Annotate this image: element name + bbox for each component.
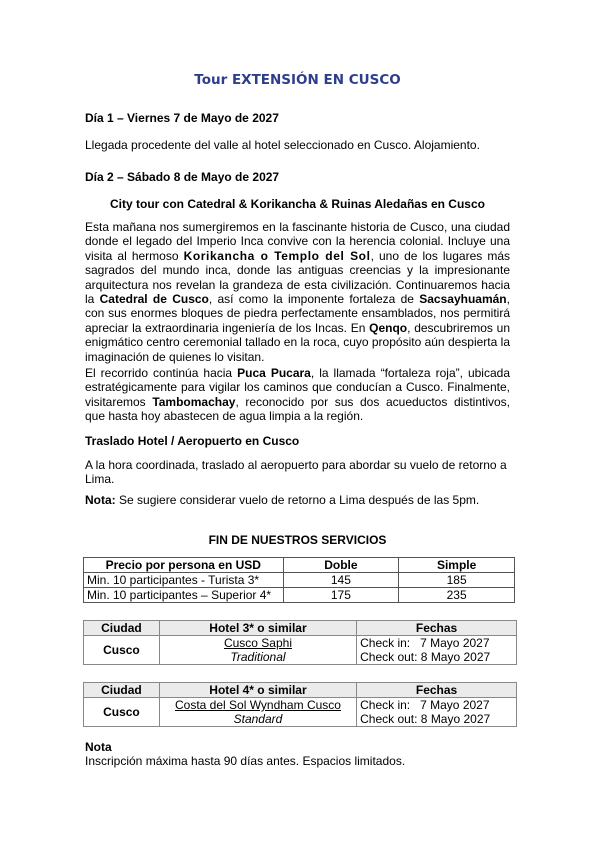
price-row-label: Min. 10 participantes - Turista 3* [84,573,284,588]
end-of-services-heading: FIN DE NUESTROS SERVICIOS [208,533,387,547]
p1-text-0: Esta mañana nos sumergiremos en la fascinante historia de Cusco, una ciudad donde el legado del Imperio Inca convive con la herencia colonial. Incluye una visita al hermoso [85,220,510,263]
check-in: Check in: 7 Mayo 2027 [360,636,490,650]
hotel-city: Cusco [84,636,160,665]
page-title: Tour EXTENSIÓN EN CUSCO [194,72,401,88]
price-table-header-row [84,558,515,573]
hotel-name-link[interactable]: Cusco Saphi [223,636,292,650]
price-header-double: Doble [283,558,399,573]
p1-bold-catedral: Catedral de Cusco [99,292,209,307]
hotel-dates [357,698,517,727]
day1-text: Llegada procedente del valle al hotel seleccionado en Cusco. Alojamiento. [85,138,480,152]
check-in: Check in: 7 Mayo 2027 [360,698,490,712]
price-row-label: Min. 10 participantes – Superior 4* [84,588,284,603]
price-header-single: Simple [399,558,515,573]
price-row-double: 145 [283,573,399,588]
note [85,493,510,507]
table-row [84,698,517,727]
p1-bold-korikancha: Korikancha o Templo del Sol [183,248,371,263]
hotel-cell [159,636,356,665]
p2-bold-tambomachay: Tambomachay [152,394,236,409]
price-row-single: 235 [399,588,515,603]
p1-text-8: , descubriremos un enigmático centro ceremonial tallado en la roca, cuyo propósito aún despierta la imaginación de quienes lo visitan. [85,320,510,364]
hotel-table-header-row [84,621,517,636]
hotel-header-hotel: Hotel 3* o similar [159,621,356,636]
p1-text-6: , con sus enormes bloques de piedra perfectamente ensamblados, nos permitirá apreciar la extraordinaria ingeniería de los Incas. En [85,292,510,335]
p2-bold-puca-pucara: Puca Pucara [237,366,311,380]
p2-text-0: El recorrido continúa hacia [85,366,238,380]
final-note-text: Inscripción máxima hasta 90 días antes. Espacios limitados. [85,754,406,768]
p2-text-4: , reconocido por sus dos acueductos distintivos, que hasta hoy abastecen de agua limpia a la región. [85,394,511,424]
p1-text-2: , uno de los lugares más sagrados del mundo inca, donde las antiguas creencias y la impresionante arquitectura nos revelan la grandeza de esta civilización. Continuaremos hacia la [85,248,510,307]
p2-text-2: , la llamada “fortaleza roja”, ubicada estratégicamente para vigilar los caminos que conducían a Cusco. Finalmente, visitaremos [85,366,510,409]
price-row-double: 175 [283,588,399,603]
note-label: Nota: [85,493,116,507]
hotel-category: Standard [233,712,283,726]
hotel-header-city: Ciudad [84,683,160,698]
hotel-name-link[interactable]: Costa del Sol Wyndham Cusco [174,698,341,712]
day2-subheading: City tour con Catedral & Korikancha & Ruinas Aledañas en Cusco [110,197,485,211]
table-row [84,588,515,603]
check-out: Check out: 8 Mayo 2027 [360,712,491,726]
hotel-dates [357,636,517,665]
hotel-table-header-row [84,683,517,698]
final-note-label: Nota [85,740,112,754]
price-header-label: Precio por persona en USD [84,558,284,573]
p1-bold-qenqo: Qenqo [369,320,408,335]
p1-text-4: , así como la imponente fortaleza de [208,292,420,307]
transfer-text: A la hora coordinada, traslado al aeropuerto para abordar su vuelo de retorno a Lima. [85,458,507,487]
transfer-heading: Traslado Hotel / Aeropuerto en Cusco [85,434,300,448]
hotel-city: Cusco [84,698,160,727]
hotel-header-city: Ciudad [84,621,160,636]
table-row [84,636,517,665]
day2-paragraph-2 [85,366,510,424]
price-table [83,557,515,603]
hotel-cell [159,698,356,727]
table-row [84,573,515,588]
day2-paragraph-1 [85,220,510,364]
hotel-header-dates: Fechas [357,621,517,636]
price-row-single: 185 [399,573,515,588]
day2-heading: Día 2 – Sábado 8 de Mayo de 2027 [85,170,280,184]
note-text: Se sugiere considerar vuelo de retorno a Lima después de las 5pm. [115,493,480,507]
hotel-4-star-table [83,682,517,727]
day1-heading: Día 1 – Viernes 7 de Mayo de 2027 [85,111,279,125]
hotel-category: Traditional [230,650,286,664]
p1-bold-sacsayhuaman: Sacsayhuamán [419,292,507,307]
check-out: Check out: 8 Mayo 2027 [360,650,491,664]
hotel-header-hotel: Hotel 4* o similar [159,683,356,698]
hotel-3-star-table [83,620,517,665]
hotel-header-dates: Fechas [357,683,517,698]
